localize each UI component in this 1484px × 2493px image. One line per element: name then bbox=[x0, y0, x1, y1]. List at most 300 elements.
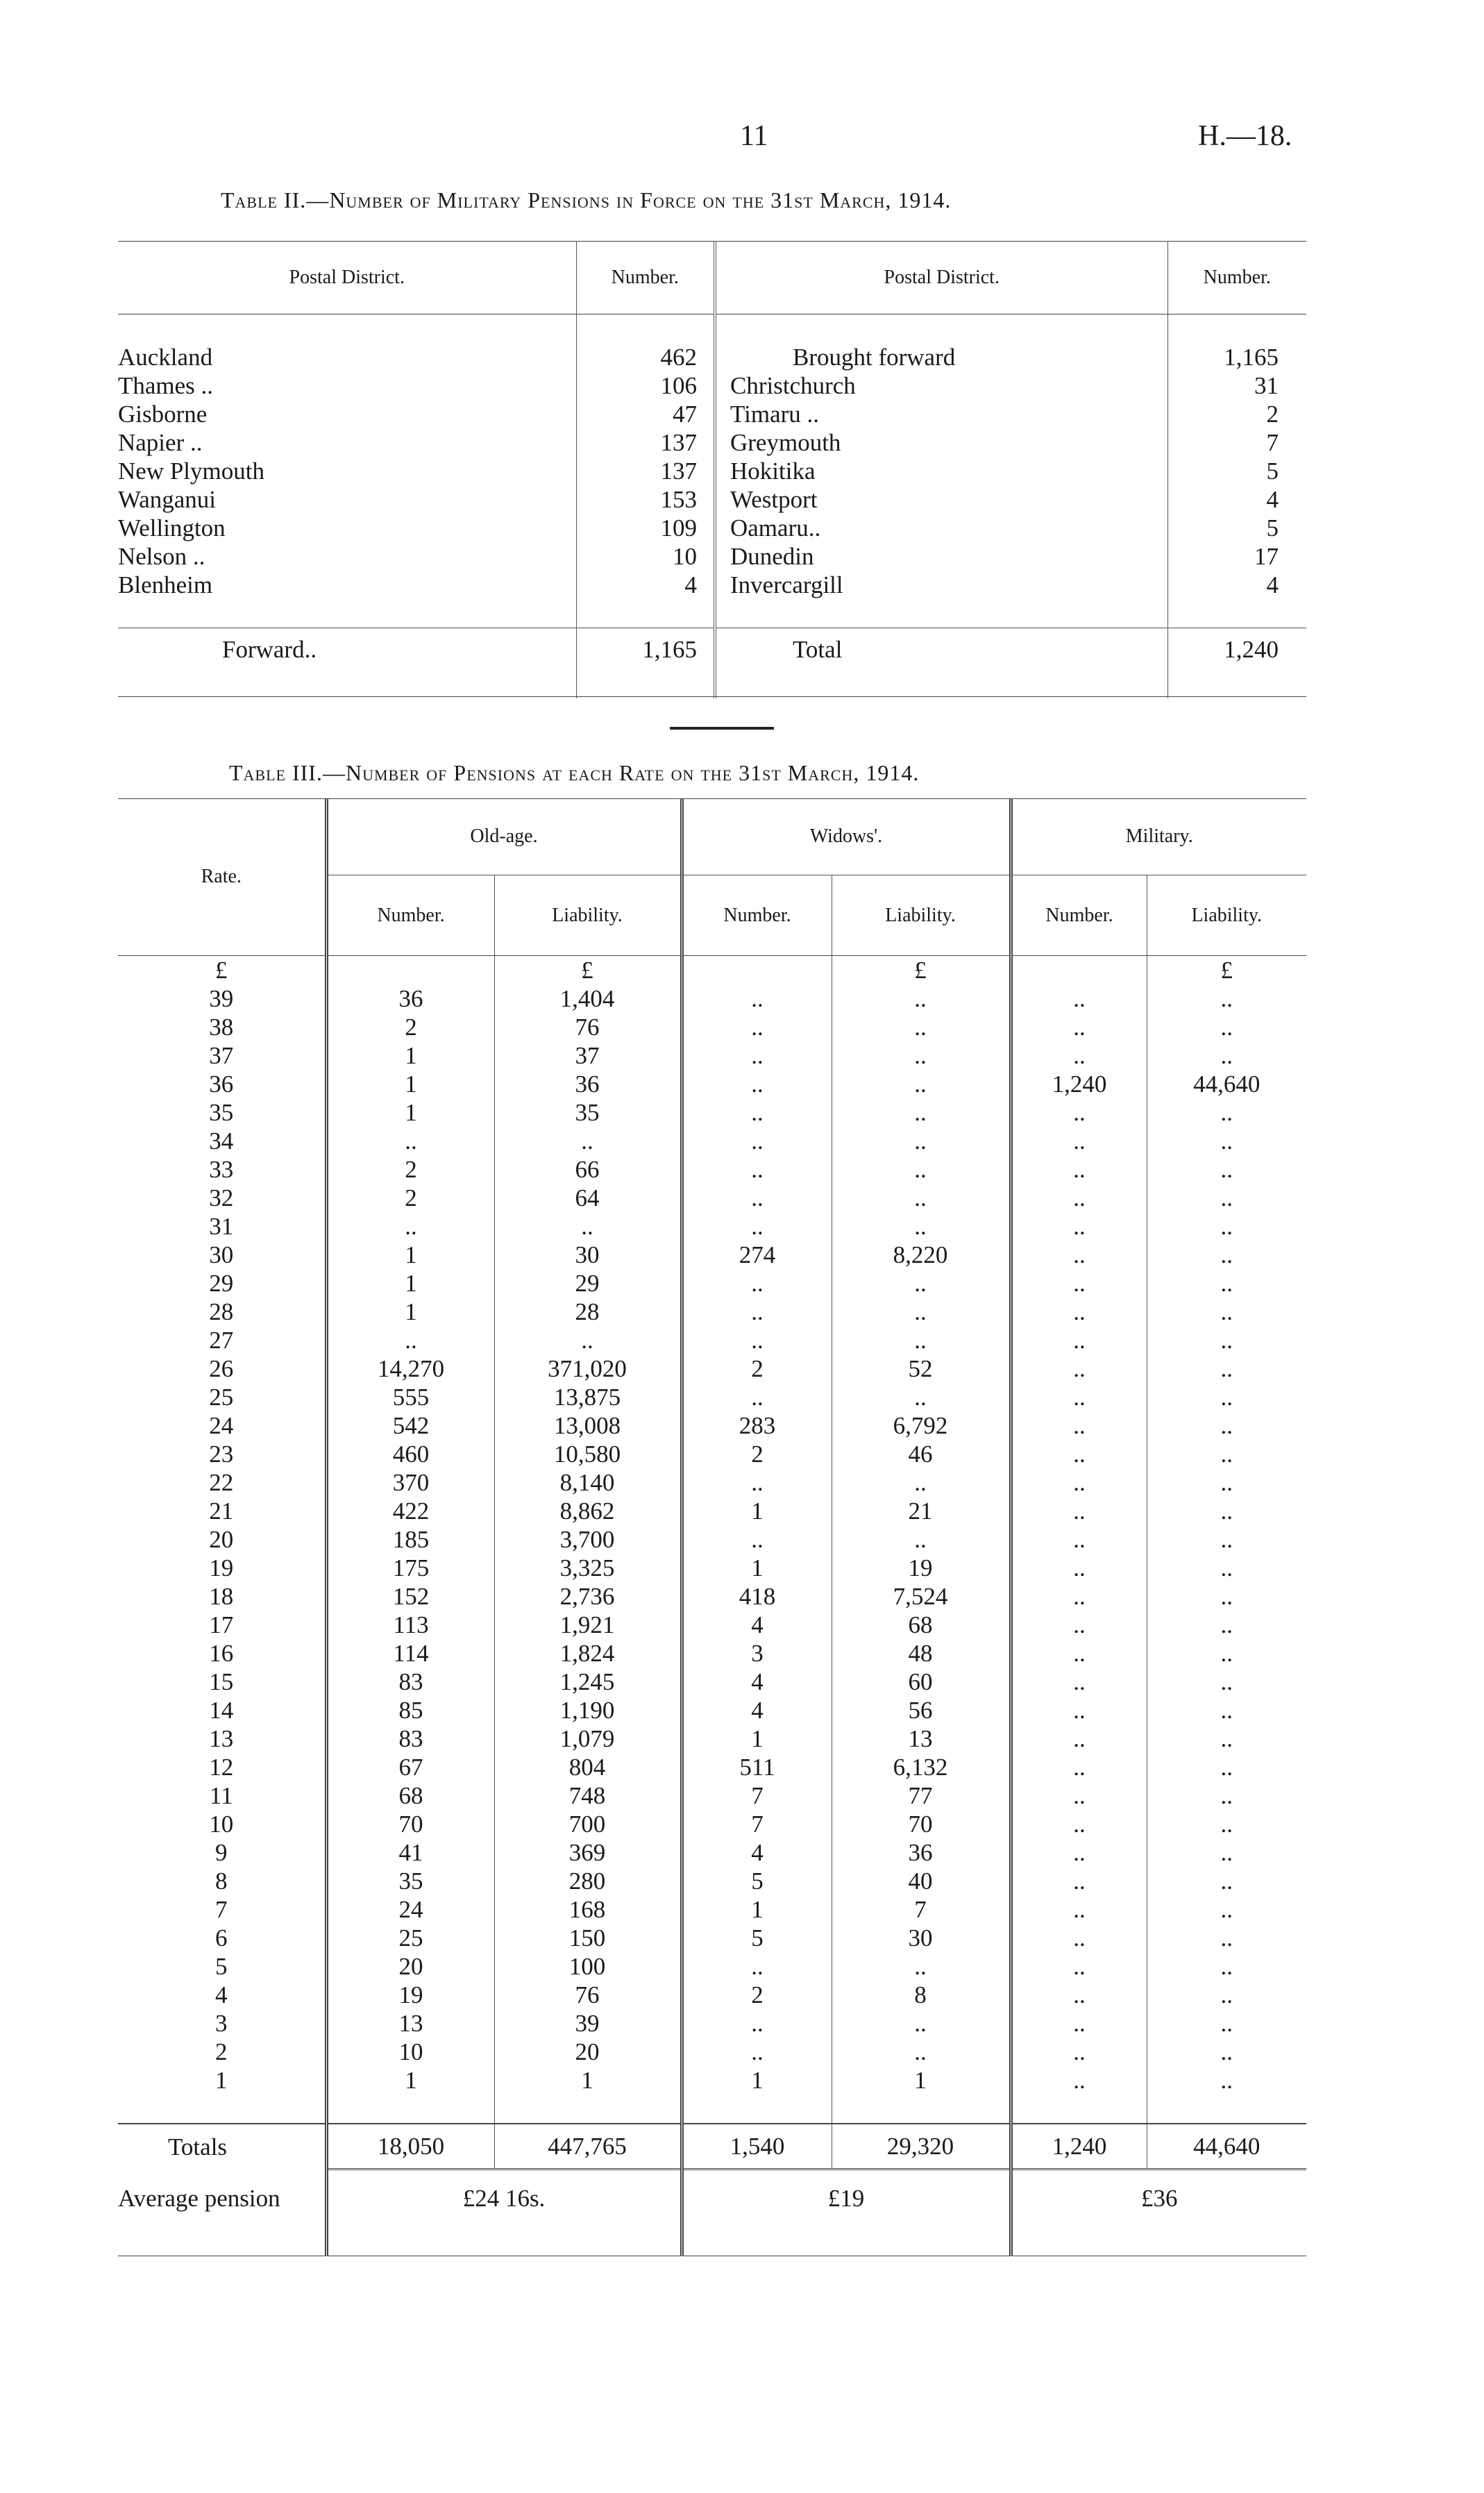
currency-cell-widows-number bbox=[682, 956, 832, 985]
military-liability-cell: .. bbox=[1147, 1696, 1306, 1724]
military-liability-cell: .. bbox=[1147, 2009, 1306, 2038]
rate-cell: 35 bbox=[209, 1099, 234, 1126]
military-liability-cell: .. bbox=[1147, 1554, 1306, 1582]
currency-cell-military-liability: £ bbox=[1147, 956, 1306, 985]
military-liability-cell: .. bbox=[1147, 1952, 1306, 1981]
rate-cell: 26 bbox=[209, 1355, 234, 1382]
district-name: Invercargill bbox=[715, 571, 1167, 599]
rate-cell: 23 bbox=[209, 1441, 234, 1468]
oldage-number-cell: 1 bbox=[326, 1298, 494, 1326]
military-number-cell: .. bbox=[1011, 1525, 1147, 1554]
oldage-number-cell: 41 bbox=[326, 1838, 494, 1867]
military-liability-cell: .. bbox=[1147, 984, 1306, 1013]
district-number: 109 bbox=[576, 514, 715, 542]
district-name: Nelson .. bbox=[118, 543, 205, 570]
rate-cell: 29 bbox=[209, 1270, 234, 1297]
rate-cell: 15 bbox=[209, 1668, 234, 1695]
rate-cell: 32 bbox=[209, 1184, 234, 1211]
oldage-number-cell: 25 bbox=[326, 1924, 494, 1952]
military-liability-cell: .. bbox=[1147, 1098, 1306, 1127]
military-liability-cell: .. bbox=[1147, 1298, 1306, 1326]
military-number-cell: .. bbox=[1011, 1269, 1147, 1298]
oldage-liability-cell: .. bbox=[494, 1127, 682, 1155]
table2-header-number-right: Number. bbox=[1167, 241, 1306, 314]
district-number: 137 bbox=[576, 428, 715, 457]
oldage-number-cell: 152 bbox=[326, 1582, 494, 1611]
table2-body bbox=[118, 314, 1306, 699]
table3-row bbox=[118, 1895, 1306, 1924]
totals-label: Totals bbox=[168, 2133, 228, 2160]
table3-row bbox=[118, 1098, 1306, 1127]
oldage-liability-cell: 76 bbox=[494, 1013, 682, 1041]
widows-liability-cell: .. bbox=[832, 1383, 1011, 1411]
widows-number-cell: 4 bbox=[682, 1668, 832, 1696]
widows-number-cell: 1 bbox=[682, 2066, 832, 2095]
table3-row bbox=[118, 1041, 1306, 1070]
military-number-cell: .. bbox=[1011, 1582, 1147, 1611]
spacer bbox=[682, 2095, 832, 2124]
table3-title-text: Table III.—Number of Pensions at each Rate on the 31st March, 1914. bbox=[229, 760, 920, 785]
widows-liability-cell: 46 bbox=[832, 1440, 1011, 1468]
table3-row bbox=[118, 1440, 1306, 1468]
oldage-number-cell: 83 bbox=[326, 1724, 494, 1753]
widows-liability-cell: .. bbox=[832, 1041, 1011, 1070]
oldage-number-cell: 2 bbox=[326, 1184, 494, 1212]
forward-value: 1,165 bbox=[576, 628, 715, 671]
widows-liability-cell: .. bbox=[832, 1468, 1011, 1497]
district-name: Wellington bbox=[118, 514, 226, 542]
rate-cell: 14 bbox=[209, 1697, 234, 1724]
oldage-liability-cell: 8,862 bbox=[494, 1497, 682, 1525]
table3-row bbox=[118, 1298, 1306, 1326]
table2-row bbox=[118, 428, 1306, 457]
document-reference: H.—18. bbox=[1198, 120, 1292, 152]
table2-row bbox=[118, 343, 1306, 371]
table3-row bbox=[118, 1127, 1306, 1155]
widows-liability-cell: 8 bbox=[832, 1981, 1011, 2009]
military-liability-cell: .. bbox=[1147, 1354, 1306, 1383]
table3-header-military: Military. bbox=[1011, 798, 1306, 875]
military-liability-cell: .. bbox=[1147, 1269, 1306, 1298]
district-name: Westport bbox=[715, 485, 1167, 514]
table3-totals-row bbox=[118, 2124, 1306, 2169]
widows-liability-cell: .. bbox=[832, 1184, 1011, 1212]
military-liability-cell: .. bbox=[1147, 2066, 1306, 2095]
district-number: 17 bbox=[1167, 542, 1306, 571]
military-liability-cell: .. bbox=[1147, 1155, 1306, 1184]
military-number-cell: .. bbox=[1011, 1041, 1147, 1070]
oldage-liability-cell: 100 bbox=[494, 1952, 682, 1981]
widows-liability-cell: 13 bbox=[832, 1724, 1011, 1753]
table2-title-main: Number of Military Pensions in Force on the 31st March, 1914. bbox=[329, 187, 952, 212]
rate-cell: 5 bbox=[215, 1953, 228, 1980]
military-liability-cell: .. bbox=[1147, 1184, 1306, 1212]
military-liability-cell: .. bbox=[1147, 1753, 1306, 1781]
widows-liability-cell: 70 bbox=[832, 1810, 1011, 1838]
military-liability-cell: .. bbox=[1147, 1013, 1306, 1041]
widows-number-cell: .. bbox=[682, 1326, 832, 1354]
rate-cell: 21 bbox=[209, 1497, 234, 1525]
oldage-liability-cell: 369 bbox=[494, 1838, 682, 1867]
military-number-cell: .. bbox=[1011, 1810, 1147, 1838]
widows-number-cell: .. bbox=[682, 1127, 832, 1155]
table3-header-rate: Rate. bbox=[118, 798, 326, 956]
widows-number-cell: .. bbox=[682, 2009, 832, 2038]
currency-cell-oldage-liability: £ bbox=[494, 956, 682, 985]
military-liability-cell: .. bbox=[1147, 1411, 1306, 1440]
widows-liability-cell: 8,220 bbox=[832, 1241, 1011, 1269]
military-liability-cell: .. bbox=[1147, 1041, 1306, 1070]
table3 bbox=[118, 798, 1306, 2256]
oldage-liability-cell: 36 bbox=[494, 1070, 682, 1098]
district-name: New Plymouth bbox=[118, 458, 264, 485]
oldage-liability-cell: 1,079 bbox=[494, 1724, 682, 1753]
oldage-liability-cell: 1 bbox=[494, 2066, 682, 2095]
table2-header-district-left: Postal District. bbox=[118, 241, 576, 314]
district-name: Dunedin bbox=[715, 542, 1167, 571]
oldage-number-cell: .. bbox=[326, 1326, 494, 1354]
totals-widows-liability: 29,320 bbox=[832, 2124, 1011, 2169]
widows-number-cell: 2 bbox=[682, 1440, 832, 1468]
oldage-liability-cell: 748 bbox=[494, 1781, 682, 1810]
oldage-number-cell: 68 bbox=[326, 1781, 494, 1810]
widows-liability-cell: 30 bbox=[832, 1924, 1011, 1952]
military-liability-cell: .. bbox=[1147, 1981, 1306, 2009]
widows-liability-cell: .. bbox=[832, 1212, 1011, 1241]
military-liability-cell: .. bbox=[1147, 1326, 1306, 1354]
military-number-cell: .. bbox=[1011, 1127, 1147, 1155]
oldage-liability-cell: 29 bbox=[494, 1269, 682, 1298]
military-liability-cell: 44,640 bbox=[1147, 1070, 1306, 1098]
widows-liability-cell: .. bbox=[832, 984, 1011, 1013]
rate-cell: 25 bbox=[209, 1384, 234, 1411]
spacer bbox=[118, 2227, 326, 2256]
spacer bbox=[326, 2227, 682, 2256]
rate-cell: 28 bbox=[209, 1298, 234, 1325]
oldage-liability-cell: 700 bbox=[494, 1810, 682, 1838]
table2-title-prefix: Table II.— bbox=[221, 187, 330, 212]
totals-oldage-number: 18,050 bbox=[326, 2124, 494, 2169]
table3-average-row bbox=[118, 2169, 1306, 2227]
rate-cell: 1 bbox=[215, 2067, 228, 2094]
widows-number-cell: .. bbox=[682, 1013, 832, 1041]
widows-number-cell: 274 bbox=[682, 1241, 832, 1269]
widows-liability-cell: 6,132 bbox=[832, 1753, 1011, 1781]
table3-row bbox=[118, 1241, 1306, 1269]
military-liability-cell: .. bbox=[1147, 1810, 1306, 1838]
spacer bbox=[1147, 2095, 1306, 2124]
totals-military-number: 1,240 bbox=[1011, 2124, 1147, 2169]
oldage-liability-cell: 3,700 bbox=[494, 1525, 682, 1554]
widows-number-cell: .. bbox=[682, 1952, 832, 1981]
table3-row bbox=[118, 984, 1306, 1013]
totals-military-liability: 44,640 bbox=[1147, 2124, 1306, 2169]
oldage-liability-cell: 13,008 bbox=[494, 1411, 682, 1440]
total-value: 1,240 bbox=[1167, 628, 1306, 671]
widows-number-cell: .. bbox=[682, 1098, 832, 1127]
oldage-liability-cell: 1,404 bbox=[494, 984, 682, 1013]
military-liability-cell: .. bbox=[1147, 1440, 1306, 1468]
widows-number-cell: 5 bbox=[682, 1867, 832, 1895]
widows-number-cell: 4 bbox=[682, 1696, 832, 1724]
table3-row bbox=[118, 1810, 1306, 1838]
military-liability-cell: .. bbox=[1147, 1127, 1306, 1155]
oldage-liability-cell: 66 bbox=[494, 1155, 682, 1184]
table3-row bbox=[118, 1753, 1306, 1781]
rate-cell: 39 bbox=[209, 985, 234, 1012]
oldage-liability-cell: .. bbox=[494, 1326, 682, 1354]
district-name: Timaru .. bbox=[715, 400, 1167, 428]
oldage-number-cell: 370 bbox=[326, 1468, 494, 1497]
oldage-number-cell: 2 bbox=[326, 1155, 494, 1184]
oldage-number-cell: 1 bbox=[326, 1070, 494, 1098]
district-number: 462 bbox=[576, 343, 715, 371]
military-number-cell: .. bbox=[1011, 1497, 1147, 1525]
military-number-cell: .. bbox=[1011, 1696, 1147, 1724]
widows-number-cell: 1 bbox=[682, 1497, 832, 1525]
military-number-cell: .. bbox=[1011, 1184, 1147, 1212]
military-number-cell: .. bbox=[1011, 1411, 1147, 1440]
widows-number-cell: 7 bbox=[682, 1810, 832, 1838]
oldage-number-cell: 185 bbox=[326, 1525, 494, 1554]
district-number: 10 bbox=[576, 542, 715, 571]
table3-header-oldage-liability: Liability. bbox=[494, 875, 682, 956]
widows-liability-cell: .. bbox=[832, 1326, 1011, 1354]
rate-cell: 4 bbox=[215, 1981, 228, 2008]
oldage-liability-cell: 3,325 bbox=[494, 1554, 682, 1582]
table2-total-row bbox=[118, 628, 1306, 671]
widows-number-cell: 283 bbox=[682, 1411, 832, 1440]
military-liability-cell: .. bbox=[1147, 1724, 1306, 1753]
table2-row bbox=[118, 542, 1306, 571]
rate-cell: 3 bbox=[215, 2010, 228, 2037]
military-number-cell: .. bbox=[1011, 1013, 1147, 1041]
widows-number-cell: .. bbox=[682, 984, 832, 1013]
district-number: 4 bbox=[1167, 485, 1306, 514]
rate-cell: 10 bbox=[209, 1811, 234, 1838]
military-liability-cell: .. bbox=[1147, 1582, 1306, 1611]
military-number-cell: .. bbox=[1011, 2009, 1147, 2038]
widows-number-cell: .. bbox=[682, 1212, 832, 1241]
table3-row bbox=[118, 1668, 1306, 1696]
district-number: 153 bbox=[576, 485, 715, 514]
district-number: 5 bbox=[1167, 457, 1306, 485]
district-name: Gisborne bbox=[118, 401, 208, 428]
military-liability-cell: .. bbox=[1147, 1468, 1306, 1497]
table2-row bbox=[118, 371, 1306, 400]
oldage-liability-cell: 28 bbox=[494, 1298, 682, 1326]
table3-row bbox=[118, 1611, 1306, 1639]
widows-number-cell: .. bbox=[682, 1525, 832, 1554]
spacer bbox=[1011, 2095, 1147, 2124]
military-number-cell: .. bbox=[1011, 1895, 1147, 1924]
widows-liability-cell: 19 bbox=[832, 1554, 1011, 1582]
table3-row bbox=[118, 2066, 1306, 2095]
widows-liability-cell: 21 bbox=[832, 1497, 1011, 1525]
military-liability-cell: .. bbox=[1147, 1525, 1306, 1554]
widows-liability-cell: 52 bbox=[832, 1354, 1011, 1383]
table3-row bbox=[118, 1497, 1306, 1525]
oldage-liability-cell: 804 bbox=[494, 1753, 682, 1781]
rate-cell: 2 bbox=[215, 2038, 228, 2065]
spacer bbox=[494, 2095, 682, 2124]
widows-liability-cell: .. bbox=[832, 2038, 1011, 2066]
widows-number-cell: .. bbox=[682, 1269, 832, 1298]
military-number-cell: .. bbox=[1011, 1298, 1147, 1326]
currency-symbol: £ bbox=[215, 957, 228, 984]
military-number-cell: .. bbox=[1011, 1354, 1147, 1383]
oldage-liability-cell: 2,736 bbox=[494, 1582, 682, 1611]
oldage-number-cell: 422 bbox=[326, 1497, 494, 1525]
widows-number-cell: 1 bbox=[682, 1554, 832, 1582]
oldage-liability-cell: 1,245 bbox=[494, 1668, 682, 1696]
widows-number-cell: 7 bbox=[682, 1781, 832, 1810]
widows-liability-cell: 60 bbox=[832, 1668, 1011, 1696]
military-number-cell: .. bbox=[1011, 1468, 1147, 1497]
district-name: Hokitika bbox=[715, 457, 1167, 485]
military-liability-cell: .. bbox=[1147, 1611, 1306, 1639]
widows-number-cell: 4 bbox=[682, 1611, 832, 1639]
table2-title bbox=[221, 187, 951, 213]
oldage-number-cell: 14,270 bbox=[326, 1354, 494, 1383]
table2 bbox=[118, 241, 1306, 698]
oldage-number-cell: 70 bbox=[326, 1810, 494, 1838]
table3-row bbox=[118, 1013, 1306, 1041]
spacer bbox=[118, 2095, 326, 2124]
widows-liability-cell: .. bbox=[832, 1525, 1011, 1554]
widows-liability-cell: .. bbox=[832, 1298, 1011, 1326]
forward-label: Forward.. bbox=[222, 635, 317, 663]
military-number-cell: .. bbox=[1011, 1639, 1147, 1668]
oldage-number-cell: 1 bbox=[326, 1098, 494, 1127]
average-label: Average pension bbox=[118, 2184, 280, 2212]
rate-cell: 27 bbox=[209, 1327, 234, 1354]
table3-row bbox=[118, 1639, 1306, 1668]
military-liability-cell: .. bbox=[1147, 1383, 1306, 1411]
district-number: 7 bbox=[1167, 428, 1306, 457]
table3-row bbox=[118, 1525, 1306, 1554]
rate-cell: 17 bbox=[209, 1611, 234, 1638]
widows-liability-cell: .. bbox=[832, 1269, 1011, 1298]
widows-number-cell: 3 bbox=[682, 1639, 832, 1668]
widows-number-cell: 511 bbox=[682, 1753, 832, 1781]
table3-row bbox=[118, 1155, 1306, 1184]
military-number-cell: 1,240 bbox=[1011, 1070, 1147, 1098]
widows-liability-cell: 6,792 bbox=[832, 1411, 1011, 1440]
table3-row bbox=[118, 1724, 1306, 1753]
oldage-liability-cell: 39 bbox=[494, 2009, 682, 2038]
widows-number-cell: .. bbox=[682, 2038, 832, 2066]
oldage-number-cell: 175 bbox=[326, 1554, 494, 1582]
rate-cell: 6 bbox=[215, 1924, 228, 1951]
table3-row bbox=[118, 1383, 1306, 1411]
district-number: 4 bbox=[1167, 571, 1306, 599]
oldage-liability-cell: 10,580 bbox=[494, 1440, 682, 1468]
table3-row bbox=[118, 1952, 1306, 1981]
oldage-number-cell: 35 bbox=[326, 1867, 494, 1895]
military-number-cell: .. bbox=[1011, 1724, 1147, 1753]
oldage-number-cell: 1 bbox=[326, 2066, 494, 2095]
table3-row bbox=[118, 1468, 1306, 1497]
page-number: 11 bbox=[740, 120, 768, 152]
district-number: 1,165 bbox=[1167, 343, 1306, 371]
table3-row bbox=[118, 1781, 1306, 1810]
spacer bbox=[832, 2095, 1011, 2124]
oldage-number-cell: 10 bbox=[326, 2038, 494, 2066]
spacer bbox=[326, 2095, 494, 2124]
table3-title bbox=[229, 760, 919, 786]
widows-liability-cell: 7,524 bbox=[832, 1582, 1011, 1611]
military-number-cell: .. bbox=[1011, 1952, 1147, 1981]
rate-cell: 13 bbox=[209, 1725, 234, 1752]
rate-cell: 31 bbox=[209, 1213, 234, 1240]
table3-currency-row bbox=[118, 956, 1306, 985]
table3-row bbox=[118, 1354, 1306, 1383]
currency-cell-widows-liability: £ bbox=[832, 956, 1011, 985]
military-number-cell: .. bbox=[1011, 1781, 1147, 1810]
district-name: Napier .. bbox=[118, 429, 203, 456]
oldage-liability-cell: 64 bbox=[494, 1184, 682, 1212]
rate-cell: 11 bbox=[209, 1782, 233, 1809]
table2-header-number-left: Number. bbox=[576, 241, 715, 314]
oldage-liability-cell: 13,875 bbox=[494, 1383, 682, 1411]
widows-liability-cell: .. bbox=[832, 1127, 1011, 1155]
district-name: Thames .. bbox=[118, 372, 214, 399]
district-number: 47 bbox=[576, 400, 715, 428]
widows-number-cell: 2 bbox=[682, 1354, 832, 1383]
table3-header-military-liability: Liability. bbox=[1147, 875, 1306, 956]
table2-row bbox=[118, 485, 1306, 514]
military-number-cell: .. bbox=[1011, 1867, 1147, 1895]
military-liability-cell: .. bbox=[1147, 1212, 1306, 1241]
oldage-liability-cell: 371,020 bbox=[494, 1354, 682, 1383]
district-name: Christchurch bbox=[715, 371, 1167, 400]
table3-row bbox=[118, 1326, 1306, 1354]
oldage-number-cell: 1 bbox=[326, 1041, 494, 1070]
oldage-liability-cell: 1,190 bbox=[494, 1696, 682, 1724]
table3-row bbox=[118, 1924, 1306, 1952]
rate-cell: 20 bbox=[209, 1526, 234, 1553]
oldage-liability-cell: 280 bbox=[494, 1867, 682, 1895]
oldage-number-cell: 542 bbox=[326, 1411, 494, 1440]
table3-header-widows: Widows'. bbox=[682, 798, 1011, 875]
table3-row bbox=[118, 1212, 1306, 1241]
district-number: 137 bbox=[576, 457, 715, 485]
widows-liability-cell: .. bbox=[832, 1013, 1011, 1041]
military-number-cell: .. bbox=[1011, 1440, 1147, 1468]
table3-row bbox=[118, 1838, 1306, 1867]
widows-liability-cell: .. bbox=[832, 1098, 1011, 1127]
district-name: Wanganui bbox=[118, 486, 217, 513]
military-number-cell: .. bbox=[1011, 1383, 1147, 1411]
spacer bbox=[1011, 2227, 1306, 2256]
table2-bottom-rule bbox=[118, 696, 1306, 697]
military-liability-cell: .. bbox=[1147, 2038, 1306, 2066]
widows-number-cell: .. bbox=[682, 1468, 832, 1497]
table3-row bbox=[118, 1269, 1306, 1298]
district-number: 2 bbox=[1167, 400, 1306, 428]
military-liability-cell: .. bbox=[1147, 1241, 1306, 1269]
oldage-number-cell: 20 bbox=[326, 1952, 494, 1981]
rate-cell: 19 bbox=[209, 1554, 234, 1581]
oldage-number-cell: 555 bbox=[326, 1383, 494, 1411]
rate-cell: 8 bbox=[215, 1867, 228, 1895]
rate-cell: 30 bbox=[209, 1241, 234, 1268]
oldage-number-cell: 83 bbox=[326, 1668, 494, 1696]
military-number-cell: .. bbox=[1011, 1241, 1147, 1269]
military-number-cell: .. bbox=[1011, 1155, 1147, 1184]
military-liability-cell: .. bbox=[1147, 1497, 1306, 1525]
